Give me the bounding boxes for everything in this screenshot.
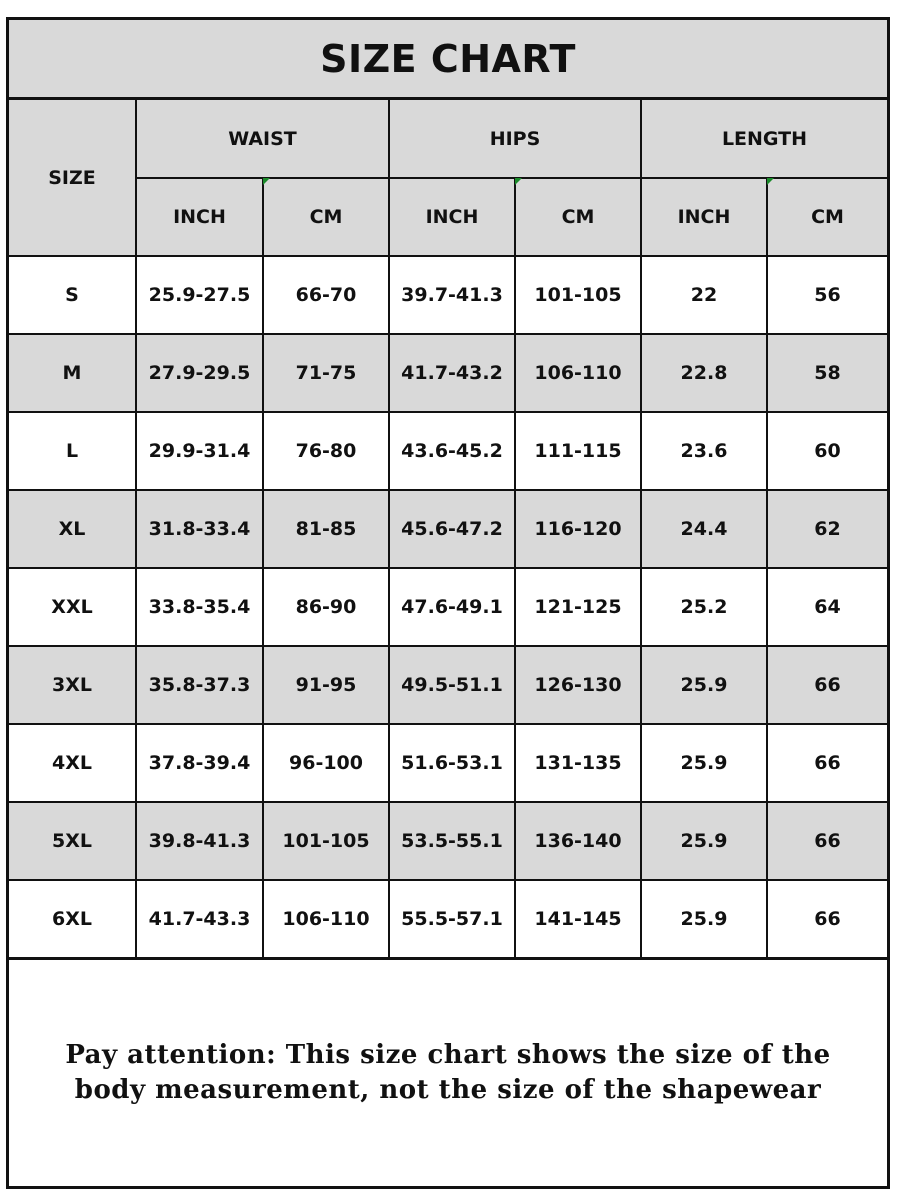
cell-length-cm: 66 <box>767 802 887 880</box>
cell-hips-cm: 131-135 <box>515 724 641 802</box>
cell-length-inch: 25.9 <box>641 880 767 958</box>
cell-length-cm: 66 <box>767 880 887 958</box>
cell-hips-cm: 136-140 <box>515 802 641 880</box>
table-row <box>9 334 887 412</box>
cell-waist-cm: 66-70 <box>263 256 389 334</box>
cell-size: M <box>9 334 136 412</box>
cell-hips-cm: 106-110 <box>515 334 641 412</box>
cell-length-inch: 23.6 <box>641 412 767 490</box>
cell-length-inch: 25.9 <box>641 802 767 880</box>
cell-length-cm: 66 <box>767 724 887 802</box>
cell-waist-inch: 37.8-39.4 <box>136 724 263 802</box>
table-row <box>9 412 887 490</box>
cell-waist-inch: 29.9-31.4 <box>136 412 263 490</box>
cell-length-cm: 60 <box>767 412 887 490</box>
header-row-groups <box>9 100 887 178</box>
cell-hips-cm: 111-115 <box>515 412 641 490</box>
table-row <box>9 256 887 334</box>
cell-hips-inch: 53.5-55.1 <box>389 802 515 880</box>
cell-waist-inch: 41.7-43.3 <box>136 880 263 958</box>
cell-waist-cm: 86-90 <box>263 568 389 646</box>
cell-size: 5XL <box>9 802 136 880</box>
cell-hips-inch: 55.5-57.1 <box>389 880 515 958</box>
cell-waist-inch: 35.8-37.3 <box>136 646 263 724</box>
cell-waist-inch: 25.9-27.5 <box>136 256 263 334</box>
cell-hips-cm: 121-125 <box>515 568 641 646</box>
header-length: LENGTH <box>641 100 887 178</box>
header-size: SIZE <box>9 100 136 256</box>
table-row <box>9 646 887 724</box>
cell-length-cm: 62 <box>767 490 887 568</box>
cell-size: 6XL <box>9 880 136 958</box>
cell-waist-cm: 91-95 <box>263 646 389 724</box>
cell-size: 4XL <box>9 724 136 802</box>
cell-length-inch: 25.2 <box>641 568 767 646</box>
cell-length-cm: 64 <box>767 568 887 646</box>
table-row <box>9 880 887 958</box>
attention-note: Pay attention: This size chart shows the size of the body measurement, not the size of the shapewear <box>65 1040 831 1105</box>
header-hips-cm: CM <box>515 178 641 256</box>
cell-size: 3XL <box>9 646 136 724</box>
cell-hips-inch: 45.6-47.2 <box>389 490 515 568</box>
table-row <box>9 802 887 880</box>
cell-size: XXL <box>9 568 136 646</box>
chart-title: SIZE CHART <box>320 36 576 81</box>
cell-waist-cm: 96-100 <box>263 724 389 802</box>
header-hips: HIPS <box>389 100 641 178</box>
cell-length-inch: 22.8 <box>641 334 767 412</box>
header-waist-cm: CM <box>263 178 389 256</box>
cell-hips-cm: 101-105 <box>515 256 641 334</box>
header-length-cm: CM <box>767 178 887 256</box>
cell-length-cm: 66 <box>767 646 887 724</box>
cell-size: L <box>9 412 136 490</box>
title-bar <box>9 20 887 100</box>
table-row <box>9 724 887 802</box>
cell-hips-inch: 49.5-51.1 <box>389 646 515 724</box>
cell-waist-cm: 106-110 <box>263 880 389 958</box>
cell-length-cm: 56 <box>767 256 887 334</box>
cell-hips-cm: 126-130 <box>515 646 641 724</box>
table-row <box>9 490 887 568</box>
header-row-units <box>9 178 887 256</box>
cell-hips-cm: 141-145 <box>515 880 641 958</box>
table-row <box>9 568 887 646</box>
cell-waist-inch: 33.8-35.4 <box>136 568 263 646</box>
header-waist: WAIST <box>136 100 389 178</box>
cell-waist-inch: 39.8-41.3 <box>136 802 263 880</box>
cell-waist-inch: 27.9-29.5 <box>136 334 263 412</box>
cell-length-cm: 58 <box>767 334 887 412</box>
header-waist-inch: INCH <box>136 178 263 256</box>
cell-hips-cm: 116-120 <box>515 490 641 568</box>
cell-waist-cm: 71-75 <box>263 334 389 412</box>
size-table <box>9 100 887 960</box>
size-chart-frame <box>6 17 890 1189</box>
cell-size: S <box>9 256 136 334</box>
cell-length-inch: 25.9 <box>641 646 767 724</box>
cell-hips-inch: 47.6-49.1 <box>389 568 515 646</box>
cell-length-inch: 25.9 <box>641 724 767 802</box>
cell-length-inch: 22 <box>641 256 767 334</box>
cell-waist-cm: 81-85 <box>263 490 389 568</box>
cell-waist-cm: 76-80 <box>263 412 389 490</box>
cell-hips-inch: 51.6-53.1 <box>389 724 515 802</box>
cell-hips-inch: 43.6-45.2 <box>389 412 515 490</box>
header-hips-inch: INCH <box>389 178 515 256</box>
cell-waist-inch: 31.8-33.4 <box>136 490 263 568</box>
header-length-inch: INCH <box>641 178 767 256</box>
cell-hips-inch: 39.7-41.3 <box>389 256 515 334</box>
cell-waist-cm: 101-105 <box>263 802 389 880</box>
cell-size: XL <box>9 490 136 568</box>
cell-hips-inch: 41.7-43.2 <box>389 334 515 412</box>
cell-length-inch: 24.4 <box>641 490 767 568</box>
